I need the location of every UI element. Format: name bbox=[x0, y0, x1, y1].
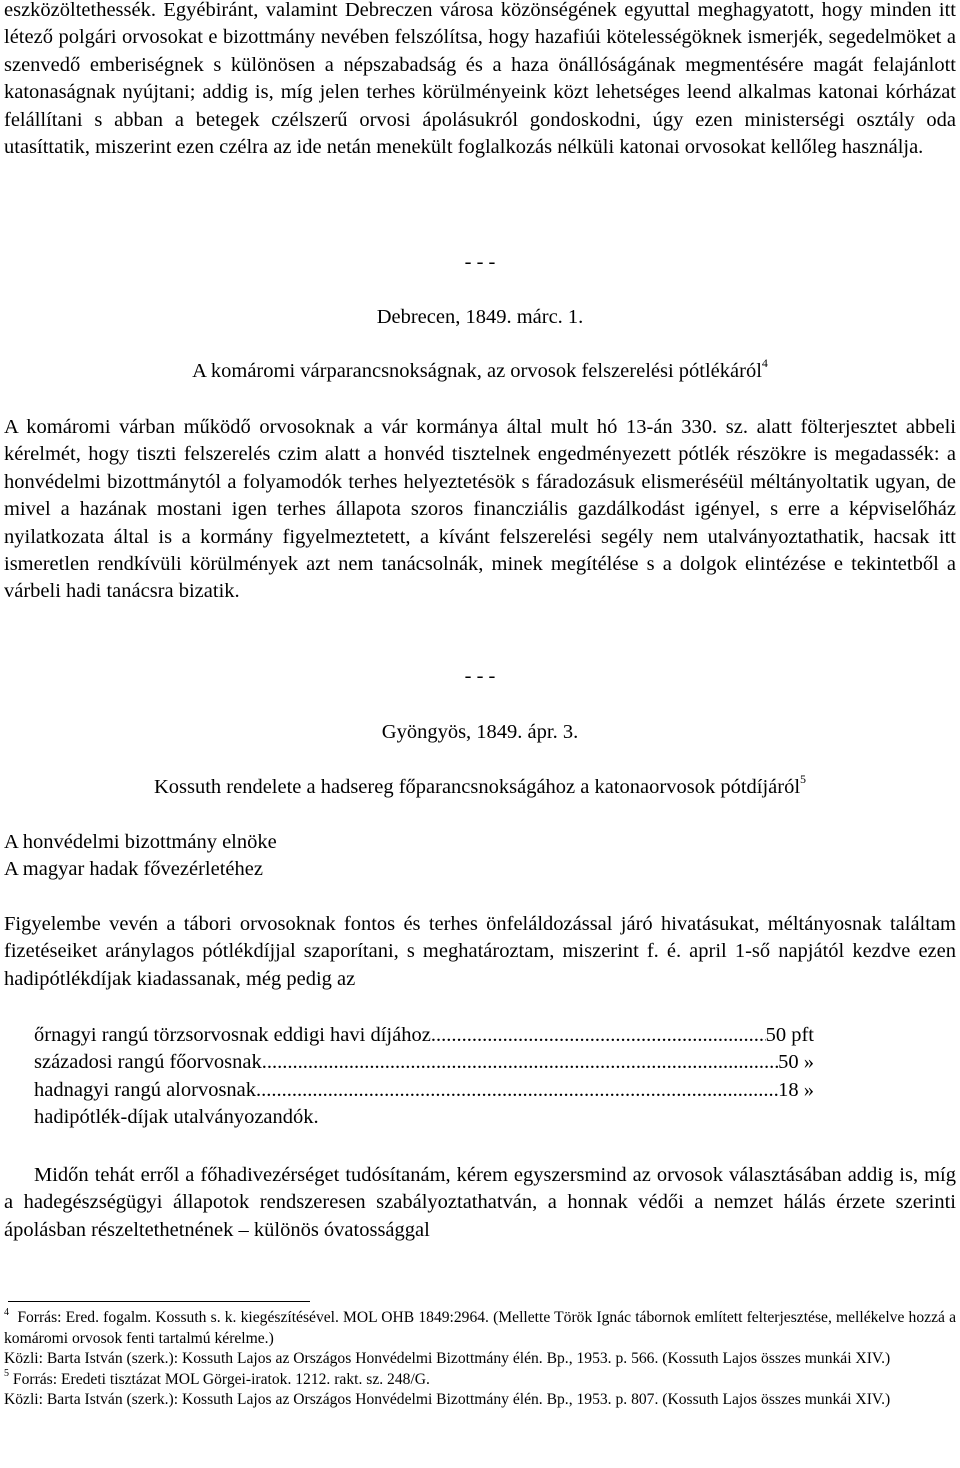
footnote-divider bbox=[8, 1301, 310, 1302]
fee-label: századosi rangú főorvosnak bbox=[34, 1051, 262, 1074]
section2-title-text: Kossuth rendelete a hadsereg főparancsnokságához a katonaorvosok pótdíjáról bbox=[153, 776, 801, 798]
fee-label: őrnagyi rangú törzsorvosnak eddigi havi díjához bbox=[34, 1024, 431, 1046]
section1-place-date: Debrecen, 1849. márc. 1. bbox=[376, 306, 584, 328]
fee-leader-dots bbox=[262, 1049, 778, 1076]
section2-separator: - - - bbox=[464, 665, 496, 687]
section1-title bbox=[4, 358, 956, 385]
footnote bbox=[4, 1308, 956, 1349]
fee-amount: 18 » bbox=[778, 1078, 814, 1101]
footnote-text: Forrás: Ered. fogalm. Kossuth s. k. kiegészítésével. MOL OHB 1849:2964. (Mellette Török Ignác tábornok említett felterjesztése, mellékelve hozzá a komáromi orvosok fenti tartalmú kérelme.) bbox=[4, 1309, 956, 1347]
section1-title-text: A komáromi várparancsnokságnak, az orvosok felszerelési pótlékáról bbox=[192, 360, 762, 382]
footnote-ref-4: 4 bbox=[761, 356, 768, 371]
footnote-text: Közli: Barta István (szerk.): Kossuth Lajos az Országos Honvédelmi Bizottmány élén. Bp., 1953. p. 807. (Kossuth Lajos összes munkái XIV.) bbox=[4, 1391, 891, 1408]
section2-body: Figyelembe vevén a tábori orvosoknak fontos és terhes önfeláldozással járó hivatásukat, méltányosnak találtam fizetéseiket aránylagos pótlékdíjjal szaporítani, s meghatároztam, miszerint f. é. april 1-ső napjától kezdve ezen hadipótlékdíjak kiadassanak, még pedig az bbox=[4, 913, 956, 990]
fee-amount: 50 pft bbox=[765, 1024, 814, 1046]
footnote-number: 4 bbox=[4, 1306, 9, 1318]
intro-paragraph: eszközöltethessék. Egyébiránt, valamint Debreczen városa közönségének egyuttal meghagyatott, hogy minden itt létező polgári orvosokat e bizottmány nevében felszólítsa, hogy hazafiúi kötelességöknek ismerjék, segedelmöket a szenvedő emberiségnek s különösen a népszabadság és a haza önállóságának megmentésére magát felajánlott katonaságnak nyújtani; addig is, míg jelen terhes körülményeink közt lehetséges leend alkalmas katonai kórházat felállítani s abban a betegek czélszerű orvosi ápolásukról gondoskodni, úgy ezen ministerségi osztály oda utasíttatik, miszerint ezen czélra az ide netán menekült foglalkozás nélküli katonai orvosokat kellőleg használja. bbox=[4, 0, 956, 159]
fee-row bbox=[34, 1077, 814, 1104]
footnotes bbox=[4, 1308, 956, 1411]
fee-label: hadnagyi rangú alorvosnak bbox=[34, 1078, 257, 1101]
recipient-line: A magyar hadak fővezérletéhez bbox=[4, 858, 263, 880]
footnote-ref-5: 5 bbox=[800, 772, 807, 787]
fee-leader-dots bbox=[256, 1077, 778, 1104]
footnote bbox=[4, 1370, 956, 1391]
sender-line: A honvédelmi bizottmány elnöke bbox=[4, 831, 277, 853]
footnote-number: 5 bbox=[4, 1368, 9, 1380]
footnote-text: Forrás: Eredeti tisztázat MOL Görgei-iratok. 1212. rakt. sz. 248/G. bbox=[12, 1370, 430, 1388]
fee-amount: 50 » bbox=[778, 1051, 814, 1074]
section1-separator: - - - bbox=[464, 251, 496, 273]
footnote bbox=[4, 1390, 956, 1411]
fee-leader-dots bbox=[431, 1022, 766, 1049]
fee-row bbox=[34, 1022, 814, 1049]
closing-paragraph: Midőn tehát erről a főhadivezérséget tudósítanám, kérem egyszersmind az orvosok választásában addig is, míg a hadegészségügyi állapotok rendszeresen szabályoztathatván, a honnak védői a nemzet hálás érzete szerinti ápolásban részeltethetnének – különös óvatossággal bbox=[4, 1164, 956, 1241]
fee-list bbox=[4, 1022, 956, 1132]
footnote bbox=[4, 1349, 956, 1370]
section1-body: A komáromi várban működő orvosoknak a vár kormánya által mult hó 13-án 330. sz. alatt fölterjesztet abbeli kérelmét, hogy tiszti felszerelés czim alatt a honvéd tisztelnek engedményezett pótlék részökre is megadassék: a honvédelmi bizottmánytól a folyamodók terhes helyeztetésök s fáradozásuk elismeréséül méltányoltatik ugyan, de mivel a hazának mostani igen terhes állapota szoros financziális gazdálkodást igényel, s erre a képviselőház nyilatkozata által is a kormány figyelmeztetett, a kívánt felszerelési segély nem utalványoztathatik, hacsak itt ismeretlen rendkívüli körülmények azt nem tanácsolnák, minek megítélése s a dolgok elintézése e tekintetből a várbeli hadi tanácsra bizatik. bbox=[4, 416, 956, 603]
fee-note: hadipótlék-díjak utalványozandók. bbox=[34, 1106, 319, 1129]
fee-row bbox=[34, 1049, 814, 1076]
footnote-text: Közli: Barta István (szerk.): Kossuth Lajos az Országos Honvédelmi Bizottmány élén. Bp., 1953. p. 566. (Kossuth Lajos összes munkái XIV.) bbox=[4, 1350, 891, 1367]
section2-place-date: Gyöngyös, 1849. ápr. 3. bbox=[381, 721, 579, 743]
section2-title bbox=[4, 774, 956, 801]
